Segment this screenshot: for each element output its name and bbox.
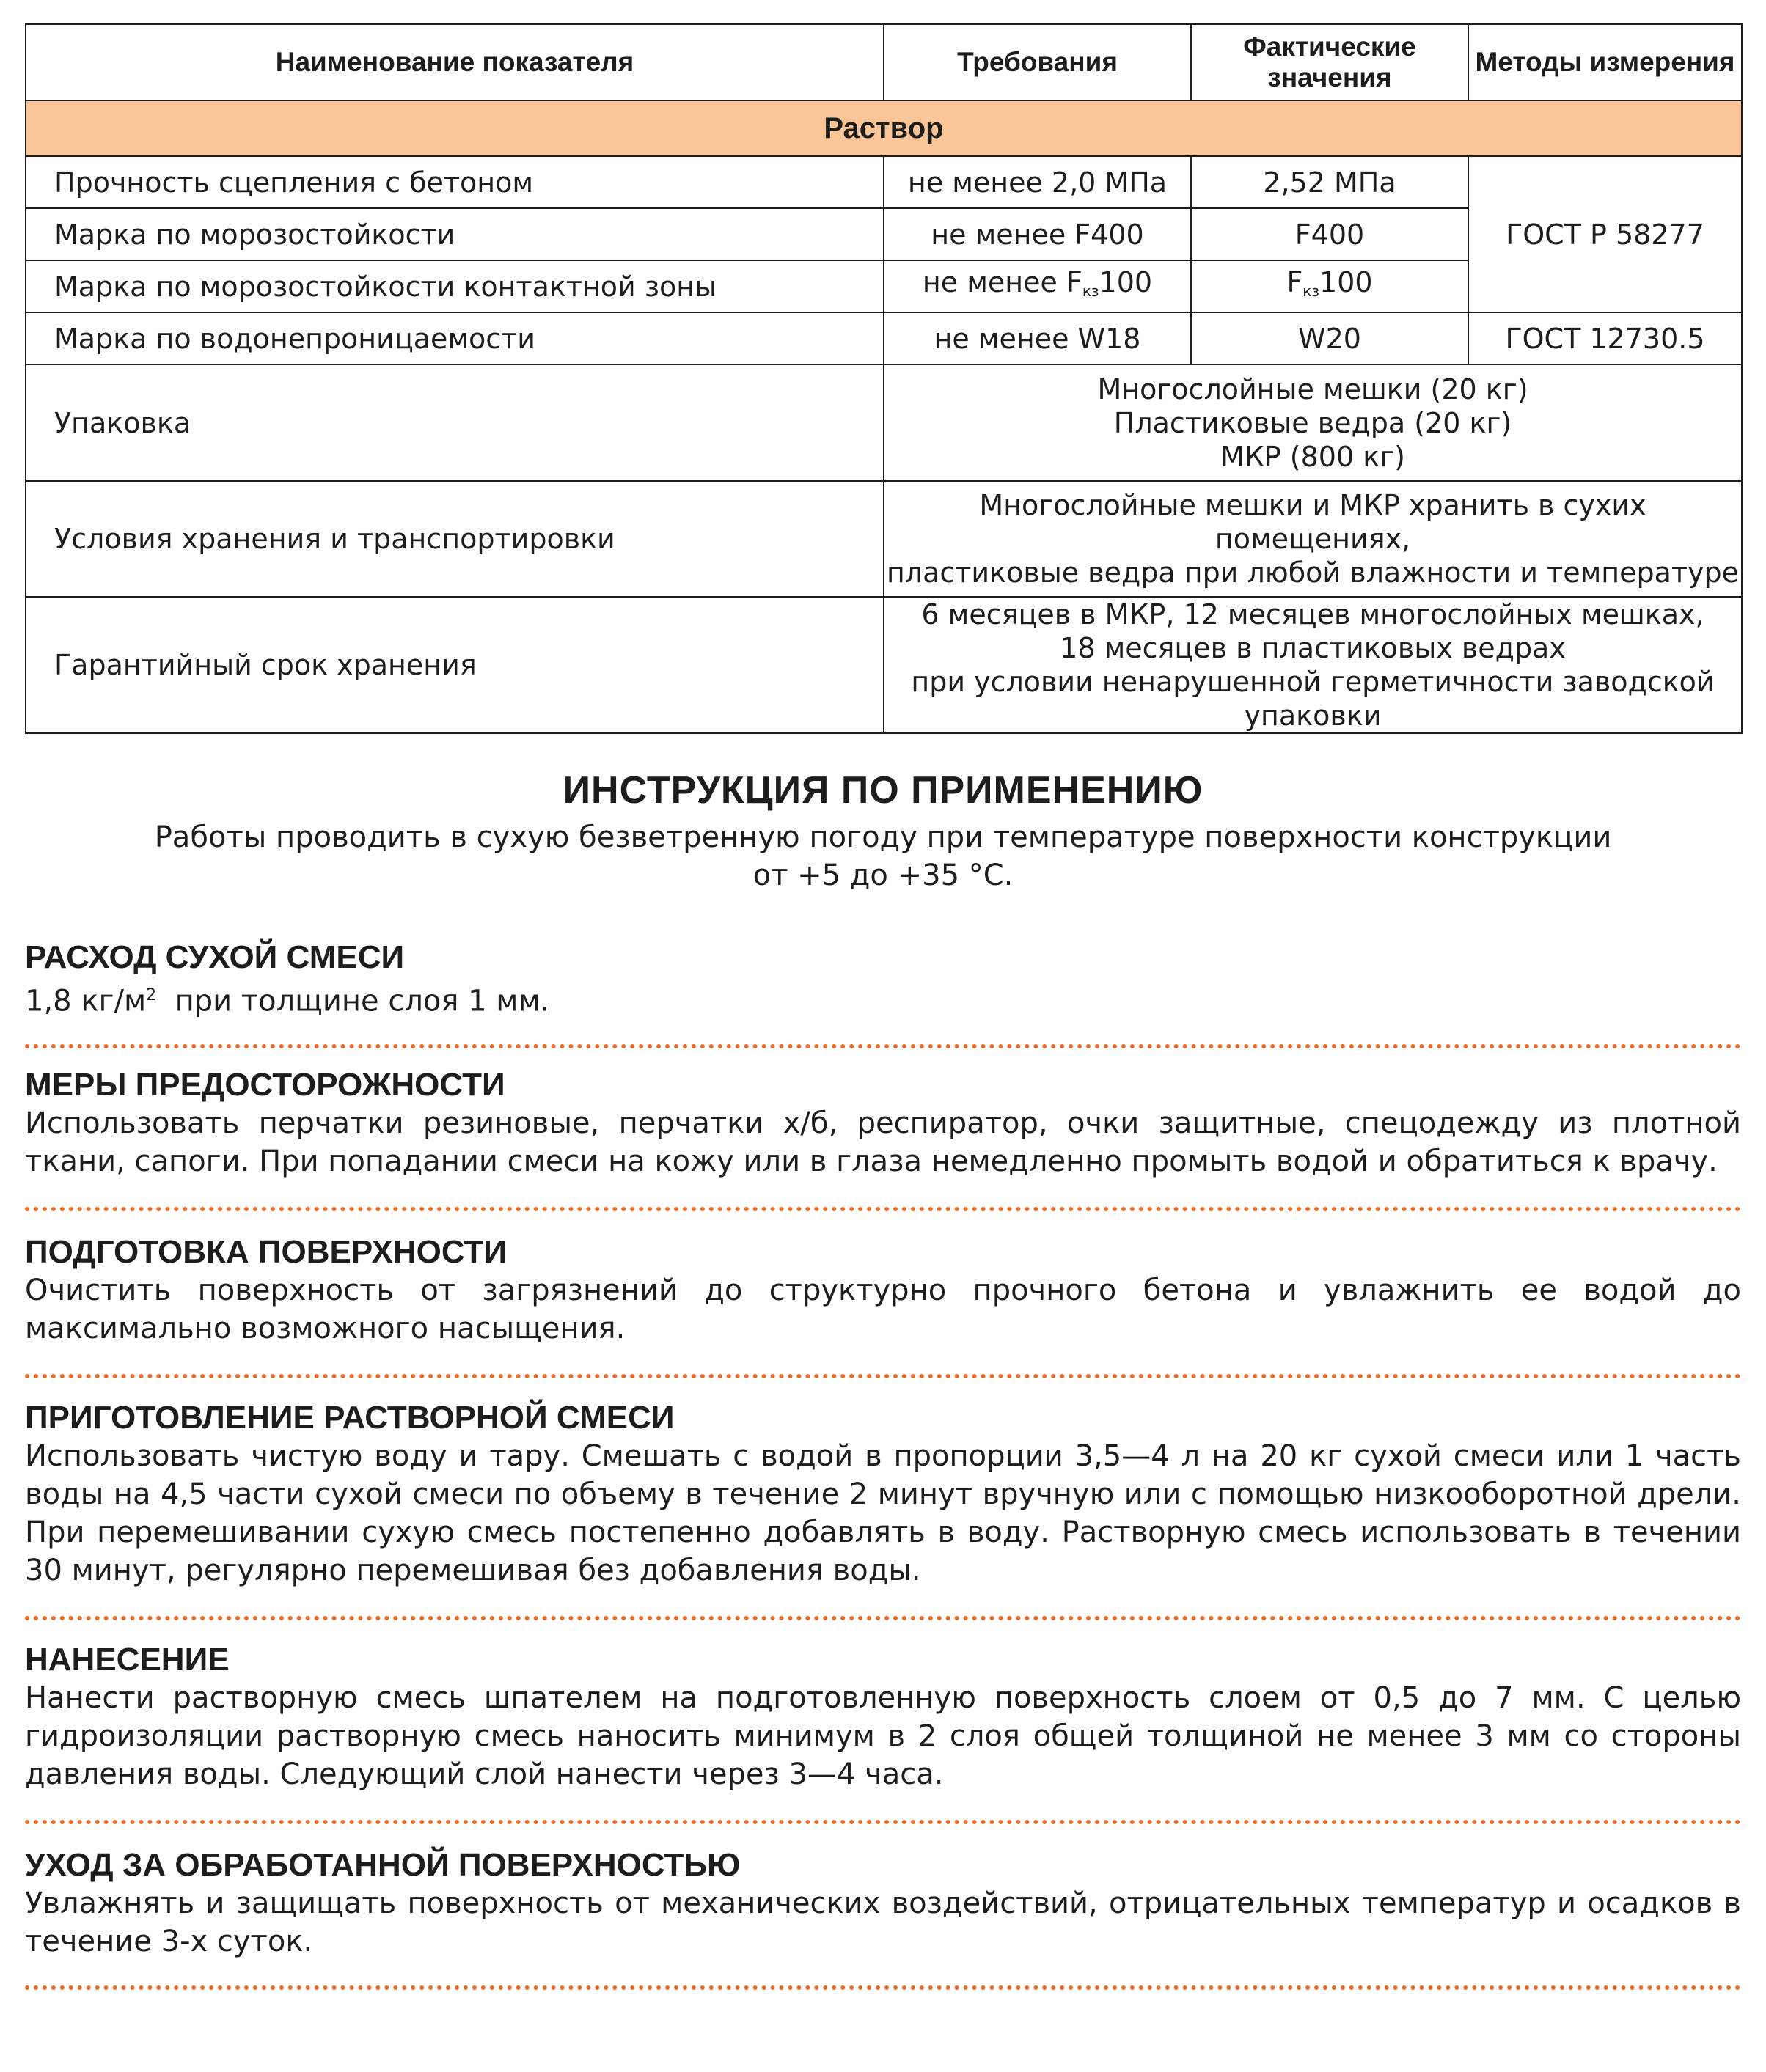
table-row: [26, 156, 1742, 208]
guarantee-value: [884, 597, 1742, 733]
section-application: [25, 1641, 1741, 1793]
val-suffix: 100: [1319, 265, 1373, 298]
section-title: ПОДГОТОВКА ПОВЕРХНОСТИ: [25, 1234, 508, 1270]
table-header-row: [26, 24, 1742, 100]
table-row: [26, 364, 1742, 481]
req-suffix: 100: [1099, 265, 1153, 298]
row-value: W20: [1191, 312, 1468, 364]
req-prefix: не менее F: [922, 265, 1082, 298]
section-precautions: [25, 1066, 1741, 1180]
header-requirements: Требования: [884, 24, 1191, 100]
section-mortar: Раствор: [26, 100, 1742, 156]
row-value: F400: [1191, 208, 1468, 260]
instructions-header: [25, 768, 1741, 894]
value-line: 6 месяцев в МКР, 12 месяцев многослойных мешках,: [921, 598, 1704, 631]
properties-table: [25, 23, 1743, 734]
table-row: [26, 312, 1742, 364]
storage-value: [884, 481, 1742, 597]
row-method: ГОСТ 12730.5: [1468, 312, 1742, 364]
row-name: Марка по морозостойкости: [26, 208, 884, 260]
row-value: 2,52 МПа: [1191, 156, 1468, 208]
value-line: пластиковые ведра при любой влажности и температуре: [886, 556, 1740, 589]
section-surface-prep: [25, 1233, 1741, 1348]
val-prefix: F: [1286, 265, 1303, 298]
section-mixing: [25, 1399, 1741, 1590]
header-actual-values: Фактические значения: [1191, 24, 1468, 100]
value-line: МКР (800 кг): [1220, 440, 1405, 473]
val-subscript: кз: [1302, 282, 1320, 300]
row-requirement: не менее F400: [884, 208, 1191, 260]
dotted-divider: [25, 1820, 1741, 1824]
row-value: [1191, 260, 1468, 312]
row-name: Прочность сцепления с бетоном: [26, 156, 884, 208]
table-row: [26, 481, 1742, 597]
row-method-group: ГОСТ Р 58277: [1468, 156, 1742, 312]
value-line: Пластиковые ведра (20 кг): [1113, 406, 1512, 439]
value-line: Многослойные мешки и МКР хранить в сухих помещениях,: [979, 489, 1646, 555]
value-line: Многослойные мешки (20 кг): [1097, 372, 1528, 405]
dotted-divider: [25, 1616, 1741, 1620]
subtitle-line: Работы проводить в сухую безветренную погоду при температуре поверхности конструкции: [154, 820, 1612, 854]
section-consumption: [25, 938, 1741, 1020]
table-section-row: [26, 100, 1742, 156]
value-line: 18 месяцев в пластиковых ведрах: [1060, 632, 1566, 664]
subtitle-line: от +5 до +35 °С.: [752, 859, 1014, 892]
section-text: Использовать чистую воду и тару. Смешать с водой в пропорции 3,5—4 л на 20 кг сухой смеси или 1 часть воды на 4,5 части сухой смеси по объему в течение 2 минут вручную или с помощью низкооборотной дрели. При перемешивании сухую смесь постепенно добавлять в воду. Растворную смесь использовать в течении 30 минут, регулярно перемешивая без добавления воды.: [25, 1439, 1741, 1587]
superscript: 2: [146, 986, 157, 1004]
packaging-value: [884, 364, 1742, 481]
section-text: Нанести растворную смесь шпателем на подготовленную поверхность слоем от 0,5 до 7 мм. С целью гидроизоляции растворную смесь наносить минимум в 2 слоя общей толщиной не менее 3 мм со стороны давления воды. Следующий слой нанести через 3—4 часа.: [25, 1681, 1741, 1791]
dotted-divider: [25, 1207, 1741, 1211]
section-title: НАНЕСЕНИЕ: [25, 1642, 230, 1678]
section-title: УХОД ЗА ОБРАБОТАННОЙ ПОВЕРХНОСТЬЮ: [25, 1847, 741, 1883]
section-title: ПРИГОТОВЛЕНИЕ РАСТВОРНОЙ СМЕСИ: [25, 1400, 675, 1436]
row-name: Упаковка: [26, 364, 884, 481]
req-subscript: кз: [1082, 282, 1099, 300]
dotted-divider: [25, 1985, 1741, 1990]
section-text: [25, 977, 1741, 1020]
dotted-divider: [25, 1044, 1741, 1048]
row-name: Условия хранения и транспортировки: [26, 481, 884, 597]
instructions-subtitle: [25, 818, 1741, 894]
value-line: при условии ненарушенной герметичности заводской упаковки: [911, 666, 1715, 732]
consumption-value: 1,8 кг/м: [25, 984, 147, 1018]
row-requirement: не менее W18: [884, 312, 1191, 364]
section-care: [25, 1846, 1741, 1961]
consumption-note: при толщине слоя 1 мм.: [156, 984, 550, 1018]
section-text: Использовать перчатки резиновые, перчатки х/б, респиратор, очки защитные, спецодежду из плотной ткани, сапоги. При попадании смеси на кожу или в глаза немедленно промыть водой и обратиться к врачу.: [25, 1106, 1741, 1178]
instructions-title: ИНСТРУКЦИЯ ПО ПРИМЕНЕНИЮ: [563, 769, 1203, 812]
header-methods: Методы измерения: [1468, 24, 1742, 100]
section-title: РАСХОД СУХОЙ СМЕСИ: [25, 939, 405, 975]
row-name: Марка по водонепроницаемости: [26, 312, 884, 364]
section-text: Очистить поверхность от загрязнений до структурно прочного бетона и увлажнить ее водой до максимально возможного насыщения.: [25, 1274, 1741, 1345]
document-page: [25, 23, 1741, 1958]
row-name: Гарантийный срок хранения: [26, 597, 884, 733]
dotted-divider: [25, 1374, 1741, 1378]
header-indicator: Наименование показателя: [26, 24, 884, 100]
row-requirement: не менее 2,0 МПа: [884, 156, 1191, 208]
row-requirement: [884, 260, 1191, 312]
section-text: Увлажнять и защищать поверхность от механических воздействий, отрицательных температур и осадков в течение 3-х суток.: [25, 1887, 1741, 1958]
row-name: Марка по морозостойкости контактной зоны: [26, 260, 884, 312]
section-title: МЕРЫ ПРЕДОСТОРОЖНОСТИ: [25, 1067, 505, 1103]
table-row: [26, 597, 1742, 733]
